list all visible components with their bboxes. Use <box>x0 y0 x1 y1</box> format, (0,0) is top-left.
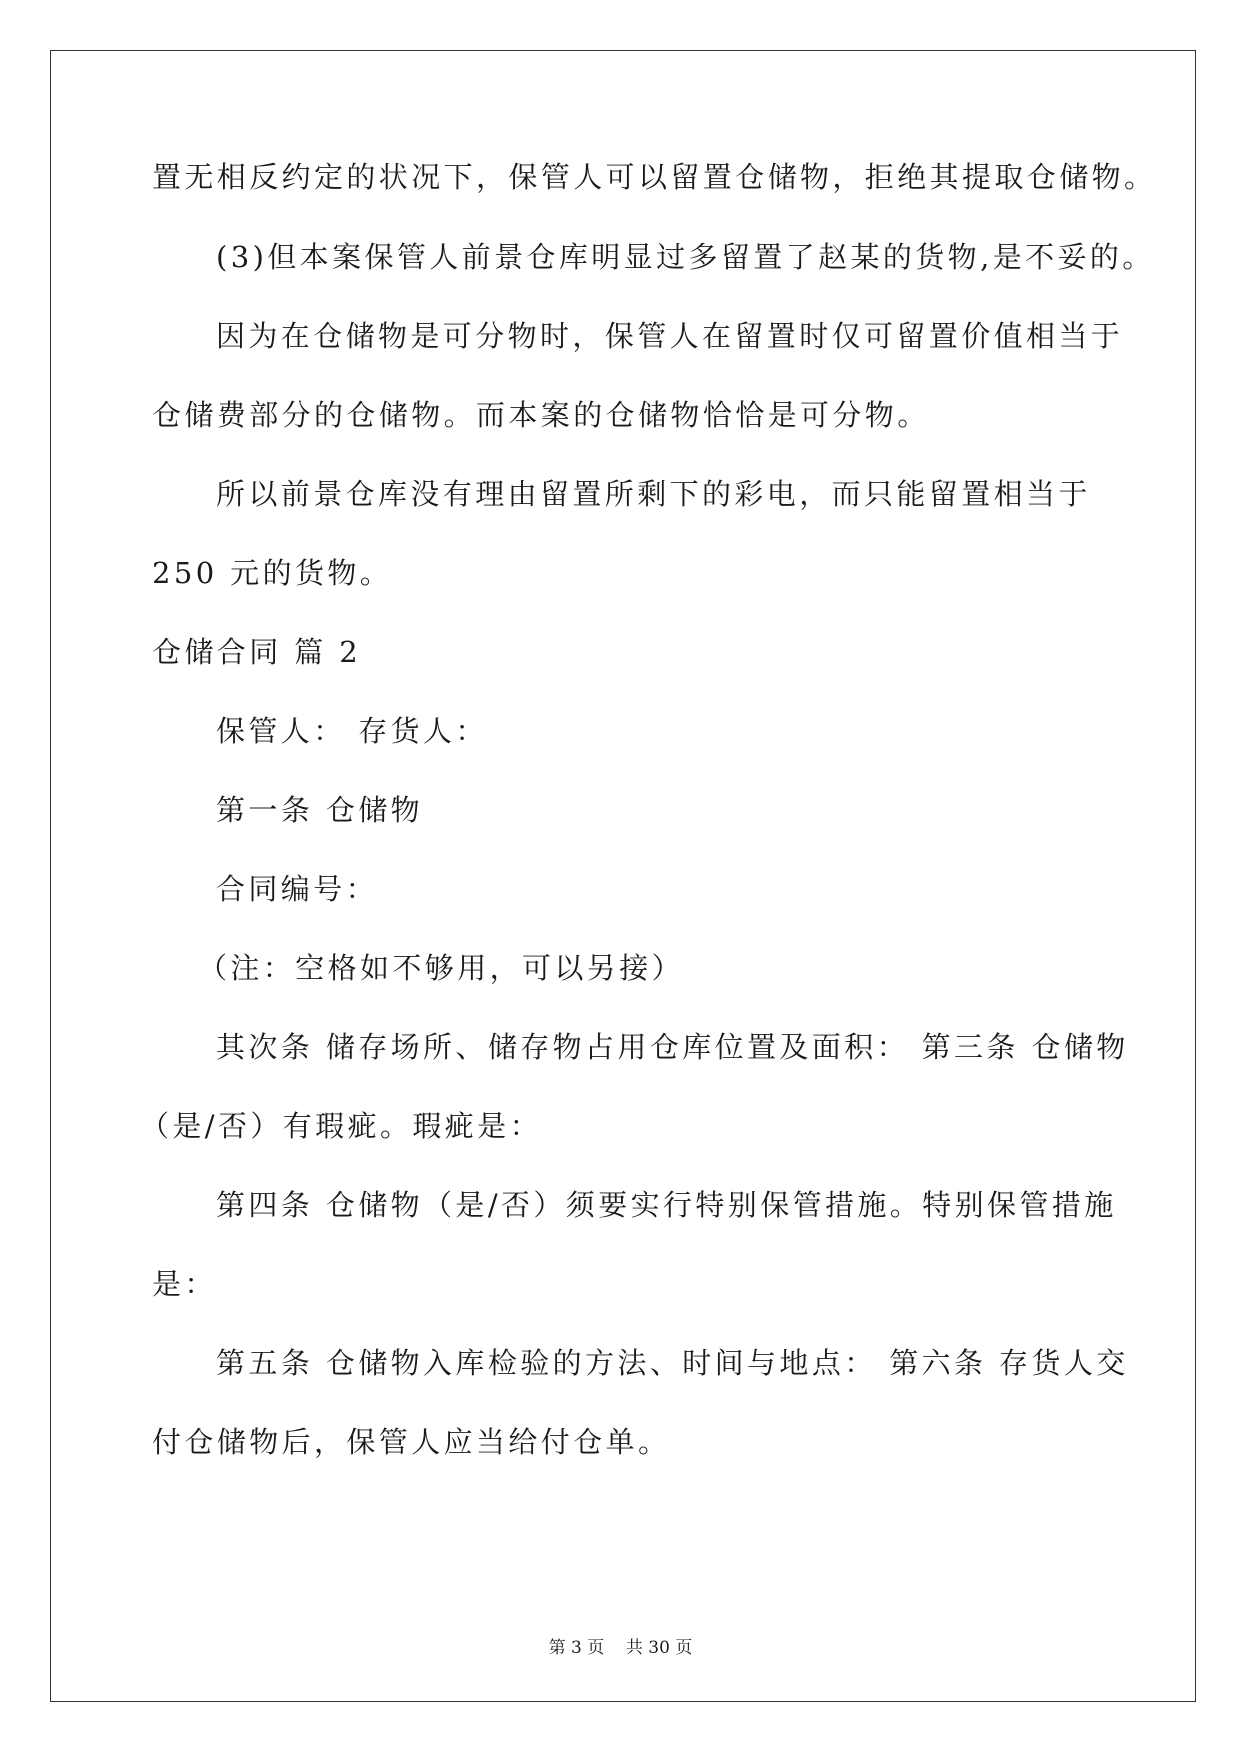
paragraph-line: 仓储费部分的仓储物。而本案的仓储物恰恰是可分物。 <box>152 398 930 432</box>
paragraph-line: 第四条 仓储物（是/否）须要实行特别保管措施。特别保管措施 <box>216 1188 1117 1222</box>
paragraph-line: 250 元的货物。 <box>152 556 393 590</box>
paragraph-line: （是/否）有瑕疵。瑕疵是： <box>140 1109 542 1143</box>
paragraph-line: 因为在仓储物是可分物时，保管人在留置时仅可留置价值相当于 <box>216 319 1124 353</box>
paragraph-line: 其次条 储存场所、储存物占用仓库位置及面积： 第三条 仓储物 <box>216 1030 1129 1064</box>
paragraph-line: 合同编号： <box>216 872 379 906</box>
paragraph-line: (3)但本案保管人前景仓库明显过多留置了赵某的货物,是不妥的。 <box>216 240 1155 274</box>
page-number: 第 3 页 共 30 页 <box>548 1638 693 1658</box>
paragraph-line: （注：空格如不够用，可以另接） <box>198 951 685 985</box>
paragraph-line: 是： <box>152 1267 217 1301</box>
paragraph-line: 第五条 仓储物入库检验的方法、时间与地点： 第六条 存货人交 <box>216 1346 1129 1380</box>
paragraph-line: 付仓储物后，保管人应当给付仓单。 <box>152 1425 671 1459</box>
section-heading: 仓储合同 篇 2 <box>152 635 362 669</box>
paragraph-line: 置无相反约定的状况下，保管人可以留置仓储物，拒绝其提取仓储物。 <box>152 160 1157 194</box>
paragraph-line: 所以前景仓库没有理由留置所剩下的彩电，而只能留置相当于 <box>216 477 1091 511</box>
paragraph-line: 保管人： 存货人： <box>216 714 488 748</box>
paragraph-line: 第一条 仓储物 <box>216 793 424 827</box>
